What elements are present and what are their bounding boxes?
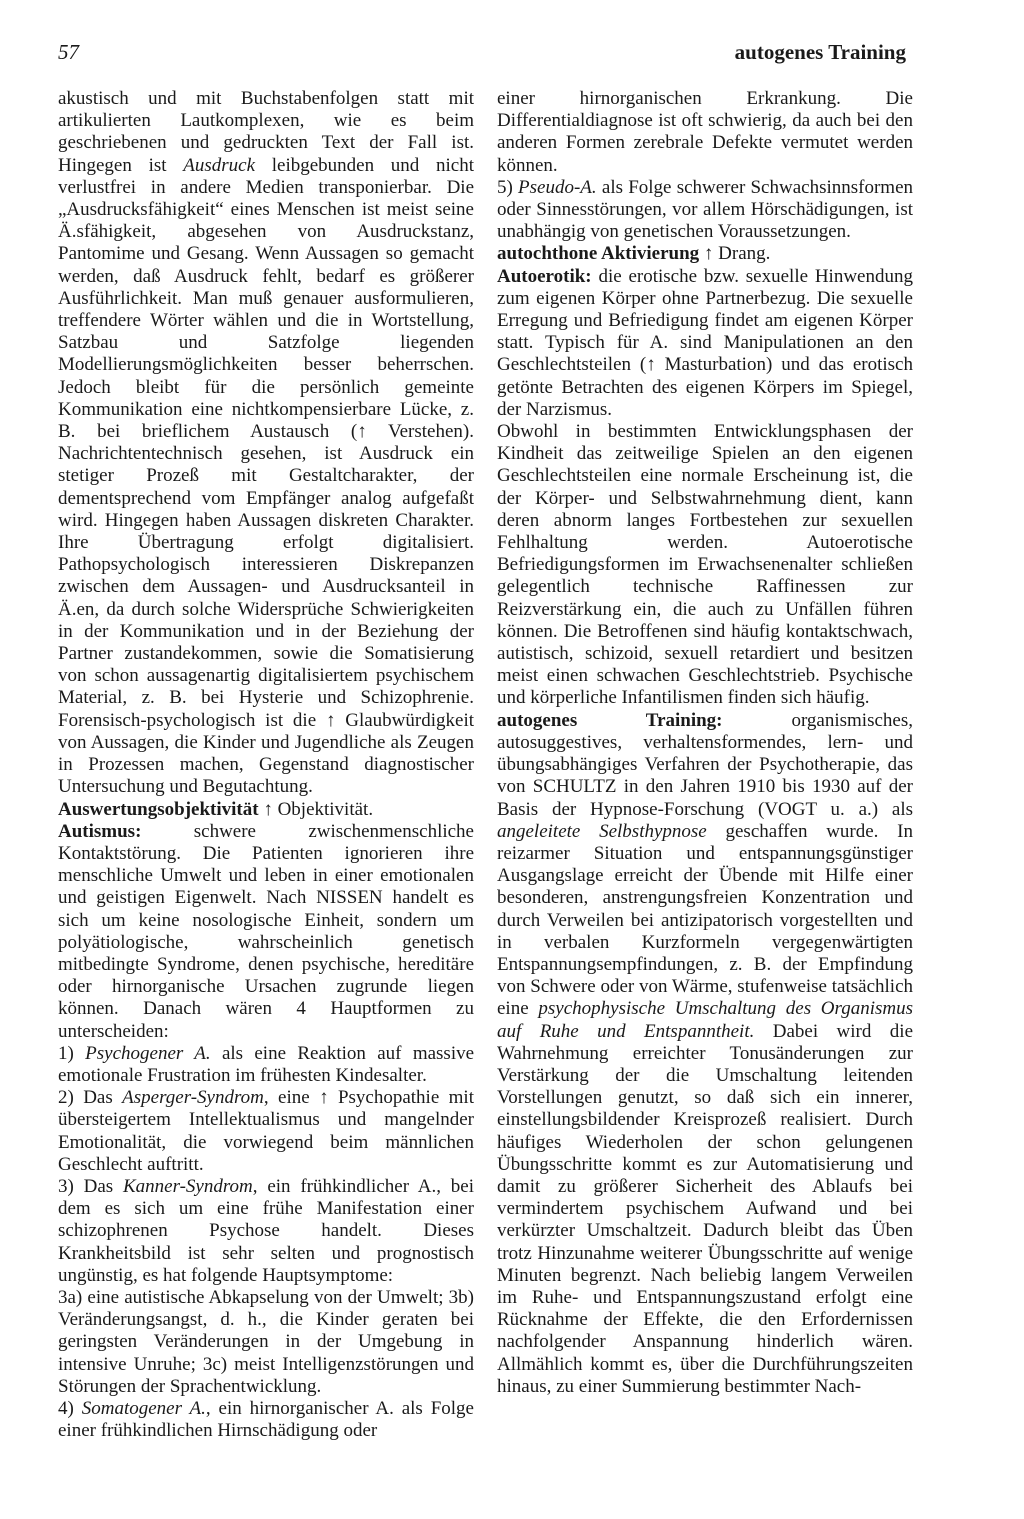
list-number: 3) Das	[58, 1175, 114, 1197]
entry-text: ↑ Objektivität.	[263, 798, 374, 820]
entry-text: Dabei wird die Wahrnehmung erreichter Tonusänderungen zur Verstärkung der die Umschaltung leitenden Vorstellungen genutzt, so daß sich ein innerer, einstellungsbildender Kreisprozeß realisiert. Durch häufiges Wiederholen der schon gelungenen Übungsschritte kommt es zur Automatisierung und damit zu größerer Sicherheit des Ablaufs bei vermindertem psychischem Aufwand und bei verkürzter Umschaltzeit. Dadurch bleibt das Üben trotz Hinzunahme weiterer Übungsschritte auf wenige Minuten begrenzt. Nach beliebig langem Verweilen im Ruhe- und Entspannungszustand erfolgt eine Rücknahme der Effekte, die den Erfordernissen nachfolgender Anspannung hinderlich wären. Allmählich kommt es, über die Durchführungszeiten hinaus, zu einer Summierung bestimmter Nach-	[497, 1020, 914, 1397]
list-text: , eine ↑ Psychopathie mit übersteigertem Intellektualismus und mangelnder Emotionalität, die vorwiegend beim männlichen Geschlecht auftritt.	[58, 1087, 474, 1175]
right-column	[497, 88, 913, 1398]
emphasis: Ausdruck	[183, 154, 256, 176]
list-item	[58, 1176, 474, 1287]
entry-text: schwere zwischenmenschliche Kontaktstörung. Die Patienten ignorieren ihre menschliche Umwelt und leben in einer emotionalen und geistigen Eigenwelt. Nach NISSEN handelt es sich um keine nosologische Einheit, sondern um polyätiologische, wahrscheinlich genetisch mitbedingte Syndrome, denen psychische, hereditäre oder hirnorganische Ursachen zugrunde liegen können. Danach wären 4 Hauptformen zu unterscheiden:	[58, 820, 474, 1042]
left-column	[58, 88, 474, 1442]
entry-text: die erotische bzw. sexuelle Hinwendung zum eigenen Körper ohne Partnerbezug. Die sexuelle Erregung und Befriedigung findet am eigenen Körper statt. Typisch für A. sind Manipulationen an den Geschlechtsteilen (↑ Masturbation) und das erotisch getönte Betrachten des eigenen Körpers im Spiegel, der Narzismus.	[497, 265, 913, 420]
entry-text: geschaffen wurde. In reizarmer Situation und entspannungsgünstiger Ausgangslage erreicht der Übende mit Hilfe einer besonderen, anstrengungsfreien Konzentration und durch Verweilen bei antizipatorisch vorgestellten und in verbalen Kurzformeln vergegenwärtigten Entspannungsempfindungen, z. B. der Empfindung von Schwere oder von Wärme, stufenweise tatsächlich eine	[497, 820, 913, 1020]
entry-text: organismisches, autosuggestives, verhaltensformendes, lern- und übungsabhängiges Verfahren der Psychotherapie, das von SCHULTZ in den Jahren 1910 bis 1930 auf der Basis der Hypnose-Forschung (VOGT u. a.) als	[497, 709, 913, 820]
paragraph	[497, 421, 913, 710]
list-text: 3a) eine autistische Abkapselung von der Umwelt; 3b) Veränderungsangst, d. h., die Kinder geraten bei geringsten Veränderungen in der Umgebung in intensive Unruhe; 3c) meist Intelligenzstörungen und Störungen der Sprachentwicklung.	[58, 1286, 474, 1397]
entry-auswertungsobjektivitaet	[58, 799, 474, 821]
list-item	[58, 1087, 474, 1176]
emphasis: Somatogener A.	[81, 1397, 206, 1419]
page-number: 57	[58, 40, 79, 64]
list-text: , ein hirnorganischer A. als Folge einer frühkindlichen Hirnschädigung oder	[58, 1397, 474, 1442]
paragraph-text: leibgebunden und nicht verlustfrei in andere Medien transponierbar. Die „Ausdrucksfähigkeit“ eines Menschen ist meist seine Ä.sfähigkeit, abgesehen von Ausdruckstanz, Pantomime und Gesang. Wenn Aussagen so gemacht werden, daß Ausdruck fehlt, bedarf es größerer Ausführlichkeit. Man muß genauer ausformulieren, treffendere Wörter wählen und die in Wortstellung, Satzbau und Satzfolge liegenden Modellierungsmöglichkeiten besser beherrschen. Jedoch bleibt für die persönlich gemeinte Kommunikation eine nichtkompensierbare Lücke, z. B. bei brieflichem Austausch (↑ Verstehen). Nachrichtentechnisch gesehen, ist Ausdruck ein stetiger Prozeß mit Gestaltcharakter, der dementsprechend vom Empfänger analog aufgefaßt wird. Hingegen haben Aussagen diskreten Charakter. Ihre Übertragung erfolgt digitalisiert. Pathopsychologisch interessieren Diskrepanzen zwischen dem Aussagen- und Ausdrucksanteil in Ä.en, da durch solche Widersprüche Schwierigkeiten in der Kommunikation und in der Beziehung der Partner zustandekommen, sowie die Somatisierung von schon aussagenartig digitalisiertem psychischem Material, z. B. bei Hysterie und Schizophrenie. Forensisch-psychologisch ist die ↑ Glaubwürdigkeit von Aussagen, die Kinder und Jugendliche als Zeugen in Prozessen machen, Gegenstand diagnostischer Untersuchung und Begutachtung.	[58, 154, 475, 798]
entry-lemma: Auswertungsobjektivität	[58, 798, 259, 820]
list-text: als eine Reaktion auf massive emotionale Frustration im frühesten Kindesalter.	[58, 1042, 475, 1086]
list-item	[58, 1287, 474, 1398]
entry-autoerotik	[497, 266, 913, 421]
paragraph-text: akustisch und mit Buchstabenfolgen statt mit artikulierten Lautkomplexen, wie es beim geschriebenen und gedruckten Text der Fall ist. Hingegen ist	[58, 88, 474, 176]
emphasis: angeleitete Selbsthypnose	[497, 820, 707, 842]
list-item	[58, 1043, 474, 1087]
entry-autogenes-training	[497, 710, 913, 1398]
list-number: 4)	[58, 1397, 74, 1419]
list-number: 2) Das	[58, 1087, 113, 1109]
emphasis: psychophysische Umschaltung des Organismus auf Ruhe und Entspanntheit.	[497, 998, 913, 1042]
entry-lemma: autochthone Aktivierung	[497, 243, 700, 265]
entry-autochthone-aktivierung	[497, 243, 913, 265]
entry-lemma: Autoerotik:	[497, 265, 592, 287]
list-number: 1)	[58, 1042, 74, 1064]
list-text: , ein frühkindlicher A., bei dem es sich um eine frühe Manifestation einer schizophrenen Psychose handelt. Dieses Krankheitsbild ist sehr selten und prognostisch ungünstig, es hat folgende Hauptsymptome:	[58, 1175, 474, 1286]
entry-text: ↑ Drang.	[703, 243, 771, 265]
entry-lemma: Autismus:	[58, 820, 142, 842]
emphasis: Asperger-Syndrom	[122, 1087, 264, 1109]
paragraph-text: Obwohl in bestimmten Entwicklungsphasen der Kindheit das zeitweilige Spielen an den eigenen Geschlechtsteilen eine normale Erscheinung ist, die der Körper- und Selbstwahrnehmung dient, kann deren abnorm langes Fortbestehen zur sexuellen Fehlhaltung werden. Autoerotische Befriedigungsformen im Erwachsenenalter schließen gelegentlich technische Raffinessen zur Reizverstärkung ein, die auch zu Unfällen führen können. Die Betroffenen sind häufig kontaktschwach, autistisch, schizoid, sexuell retardiert und besitzen meist einen schwachen Geschlechtstrieb. Psychische und körperliche Infantilismen finden sich häufig.	[497, 421, 913, 709]
continued-paragraph	[58, 88, 474, 799]
running-header: autogenes Training	[734, 40, 906, 64]
emphasis: Psychogener A.	[85, 1042, 211, 1064]
continued-paragraph	[497, 88, 913, 177]
entry-autismus	[58, 821, 474, 1043]
list-item	[58, 1398, 474, 1442]
list-item	[497, 177, 913, 244]
list-text: als Folge schwerer Schwachsinnsformen oder Sinnesstörungen, vor allem Hörschädigungen, ist unabhängig von genetischen Voraussetzungen.	[497, 176, 914, 243]
emphasis: Pseudo-A.	[518, 176, 597, 198]
list-number: 5)	[497, 176, 513, 198]
emphasis: Kanner-Syndrom	[122, 1175, 253, 1197]
paragraph-text: einer hirnorganischen Erkrankung. Die Differentialdiagnose ist oft schwierig, da auch bei den anderen Formen zerebrale Defekte vermutet werden können.	[497, 88, 913, 176]
entry-lemma: autogenes Training:	[497, 709, 723, 731]
